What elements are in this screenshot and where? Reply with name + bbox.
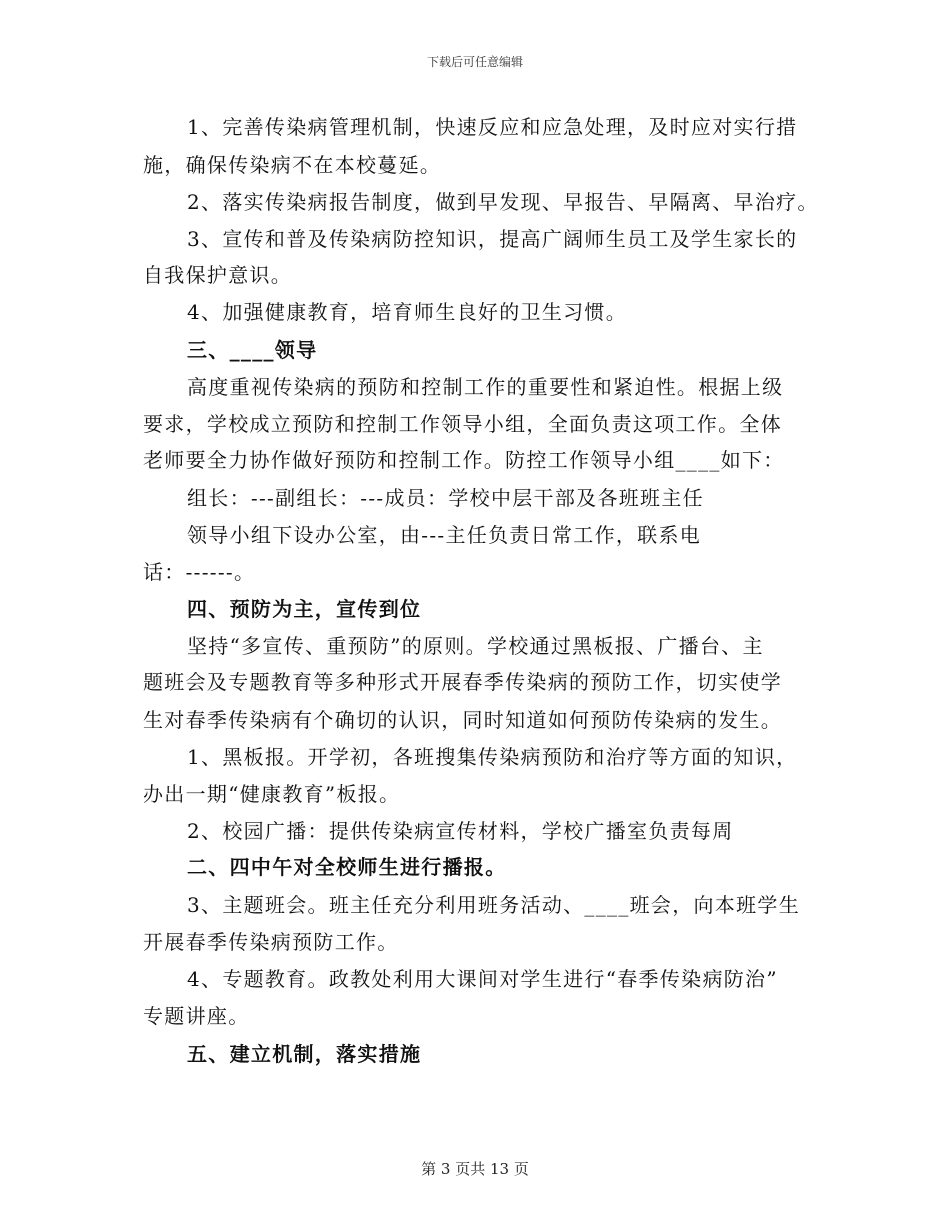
paragraph-line: 2、校园广播：提供传染病宣传材料，学校广播室负责每周 bbox=[187, 819, 734, 843]
page-footer: 第 3 页共 13 页 bbox=[421, 1160, 529, 1178]
paragraph-line: 组长：---副组长：---成员：学校中层干部及各班班主任 bbox=[187, 486, 704, 510]
paragraph-line: 生对春季传染病有个确切的认识，同时知道如何预防传染病的发生。 bbox=[143, 708, 782, 732]
paragraph-line: 开展春季传染病预防工作。 bbox=[143, 930, 399, 954]
paragraph-line: 办出一期“健康教育”板报。 bbox=[143, 782, 401, 806]
paragraph-line: 二、四中午对全校师生进行播报。 bbox=[187, 855, 507, 879]
paragraph-line: 坚持“多宣传、重预防”的原则。学校通过黑板报、广播台、主 bbox=[187, 634, 764, 658]
paragraph-line: 题班会及专题教育等多种形式开展春季传染病的预防工作，切实使学 bbox=[143, 670, 782, 694]
paragraph-line: 自我保护意识。 bbox=[143, 263, 293, 287]
paragraph-line: 3、宣传和普及传染病防控知识，提高广阔师生员工及学生家长的 bbox=[187, 227, 798, 251]
paragraph-line: 要求，学校成立预防和控制工作领导小组，全面负责这项工作。全体 bbox=[143, 412, 782, 436]
paragraph-line: 专题讲座。 bbox=[143, 1004, 250, 1028]
paragraph-line: 1、黑板报。开学初，各班搜集传染病预防和治疗等方面的知识， bbox=[187, 745, 798, 769]
paragraph-line: 3、主题班会。班主任充分利用班务活动、____班会，向本班学生 bbox=[187, 893, 801, 917]
page-header: 下载后可任意编辑 bbox=[426, 55, 523, 69]
paragraph-line: 领导小组下设办公室，由---主任负责日常工作，联系电 bbox=[187, 523, 702, 547]
paragraph-line: 施，确保传染病不在本校蔓延。 bbox=[143, 153, 442, 177]
paragraph-line: 话：------。 bbox=[143, 560, 256, 584]
section-heading: 五、建立机制，落实措施 bbox=[187, 1042, 422, 1066]
paragraph-line: 4、加强健康教育，培育师生良好的卫生习惯。 bbox=[187, 300, 628, 324]
section-heading: 三、____领导 bbox=[187, 338, 318, 362]
paragraph-line: 2、落实传染病报告制度，做到早发现、早报告、早隔离、早治疗。 bbox=[187, 190, 819, 214]
paragraph-line: 老师要全力协作做好预防和控制工作。防控工作领导小组____如下： bbox=[143, 448, 785, 472]
paragraph-line: 4、专题教育。政教处利用大课间对学生进行“春季传染病防治” bbox=[187, 967, 778, 991]
paragraph-line: 高度重视传染病的预防和控制工作的重要性和紧迫性。根据上级 bbox=[187, 375, 784, 399]
section-heading: 四、预防为主，宣传到位 bbox=[187, 597, 422, 621]
paragraph-line: 1、完善传染病管理机制，快速反应和应急处理，及时应对实行措 bbox=[187, 115, 798, 139]
